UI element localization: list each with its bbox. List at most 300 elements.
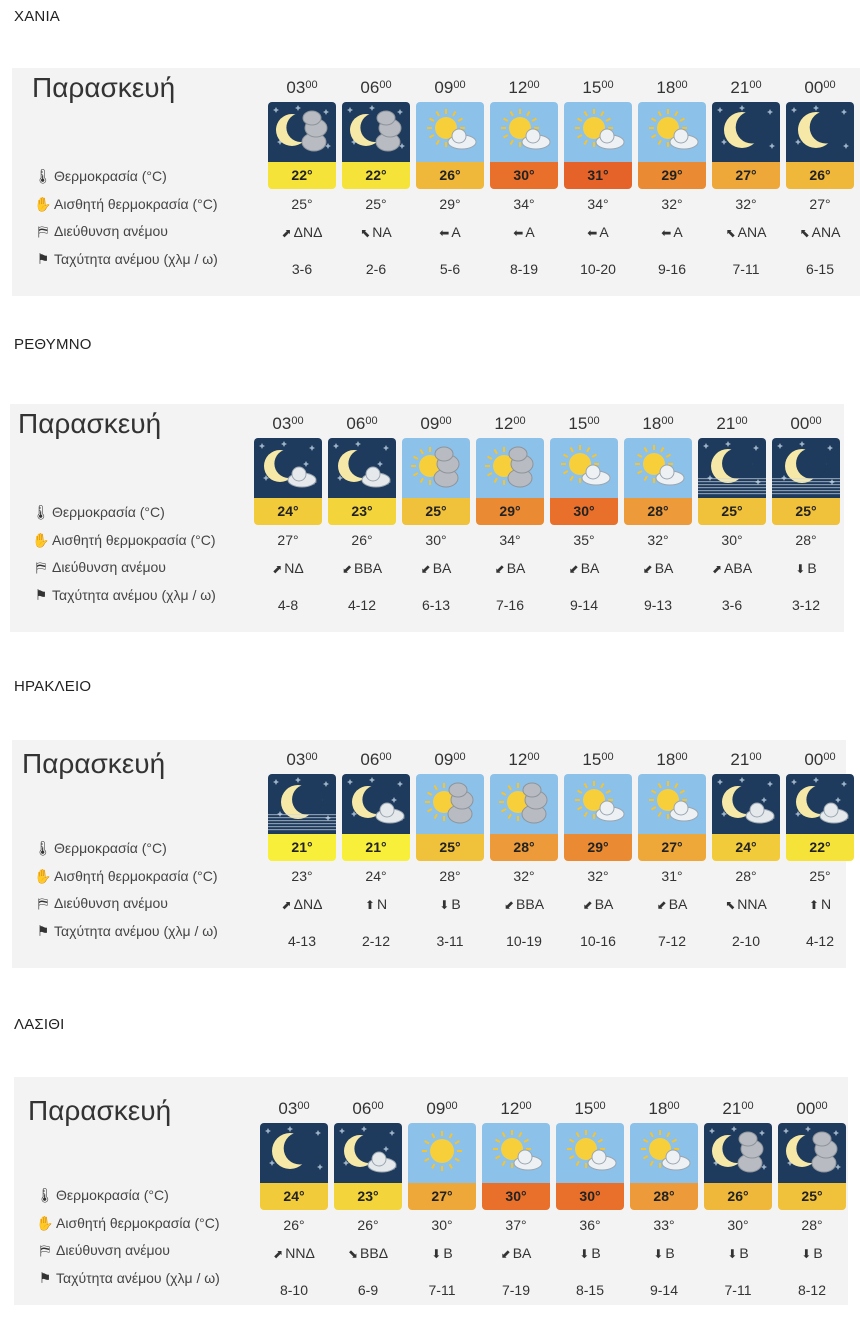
- temperature-value: 28°: [624, 498, 692, 525]
- hour-time: [475, 412, 545, 436]
- feels-like-value: 33°: [653, 1217, 675, 1233]
- wind-speed-value: 7-11: [724, 1282, 752, 1298]
- temperature-value: 31°: [564, 162, 632, 189]
- hour-column: [785, 748, 855, 955]
- day-name: Παρασκευή: [28, 1095, 172, 1126]
- row-label-text: Ταχύτητα ανέμου (χλμ / ω): [54, 923, 218, 939]
- hour-time: [415, 76, 485, 100]
- hour-value: 06: [346, 414, 366, 433]
- moon-icon: [786, 102, 854, 162]
- row-label-feels-like: [32, 196, 218, 213]
- region-title: ΡΕΘΥΜΝΟ: [14, 336, 92, 353]
- hour-column: [711, 748, 781, 955]
- wind-direction-text: ΒΒΑ: [516, 896, 545, 912]
- wind-arrow-icon: ⬈: [281, 898, 292, 912]
- wind-direction: [401, 554, 471, 582]
- hour-time: [267, 748, 337, 772]
- hour-time: [267, 76, 337, 100]
- row-label-text: Αισθητή θερμοκρασία (°C): [54, 868, 218, 884]
- hour-time: [401, 412, 471, 436]
- wind-direction: [333, 1239, 403, 1267]
- temperature-value: 29°: [564, 834, 632, 861]
- wind-speed-value: 8-12: [797, 1282, 827, 1298]
- wind-speed-value: 8-19: [509, 261, 539, 277]
- feels-like-value: 36°: [579, 1217, 601, 1233]
- minute-value: 00: [601, 79, 614, 91]
- hour-time: [549, 412, 619, 436]
- wind-direction-text: Ν: [820, 896, 832, 912]
- wind-direction-text: ΒΑ: [668, 896, 688, 912]
- row-label-text: Θερμοκρασία (°C): [52, 504, 165, 520]
- row-label-text: Θερμοκρασία (°C): [54, 168, 167, 184]
- hand-icon: ✋: [34, 196, 52, 212]
- wind-direction: [623, 554, 693, 582]
- row-label-text: Αισθητή θερμοκρασία (°C): [52, 532, 216, 548]
- hour-value: 00: [804, 78, 824, 97]
- wind-direction: [253, 554, 323, 582]
- minute-value: 00: [305, 751, 318, 763]
- wind-direction: [259, 1239, 329, 1267]
- temperature-value: 29°: [638, 162, 706, 189]
- row-label-temperature: [32, 840, 167, 857]
- hour-time: [703, 1097, 773, 1121]
- wind-direction: [415, 890, 485, 918]
- minute-value: 00: [297, 1100, 310, 1112]
- wind-arrow-icon: ⬉: [725, 898, 736, 912]
- wind-direction-text: ΝΔ: [284, 560, 304, 576]
- row-label-text: Διεύθυνση ανέμου: [56, 1242, 170, 1258]
- flag-icon: ⚑: [36, 251, 50, 267]
- wind-speed-value: 3-12: [791, 597, 821, 613]
- minute-value: 00: [601, 751, 614, 763]
- feels-like-value: 25°: [365, 196, 387, 212]
- feels-like-value: 32°: [661, 196, 683, 212]
- wind-arrow-icon: ⬇: [653, 1247, 664, 1261]
- temperature-value: 22°: [342, 162, 410, 189]
- row-label-wind-speed: [34, 1268, 274, 1288]
- wind-direction: [481, 1239, 551, 1267]
- wind-speed-value: 3-11: [436, 933, 464, 949]
- hour-value: 21: [716, 414, 736, 433]
- row-label-text: Θερμοκρασία (°C): [56, 1187, 169, 1203]
- moon-haze-icon: [772, 438, 840, 498]
- hour-column: [267, 748, 337, 955]
- hour-time: [563, 748, 633, 772]
- sun-cloudy-icon: [416, 774, 484, 834]
- wind-direction: [697, 554, 767, 582]
- row-label-wind-dir: [32, 895, 168, 912]
- minute-value: 00: [291, 415, 304, 427]
- wind-direction-text: Β: [739, 1245, 749, 1261]
- row-label-wind-speed: [32, 921, 272, 941]
- wind-direction-text: ΒΑ: [580, 560, 600, 576]
- feels-like-value: 28°: [439, 868, 461, 884]
- hour-value: 00: [796, 1099, 816, 1118]
- wind-direction: [341, 218, 411, 246]
- wind-direction: [629, 1239, 699, 1267]
- hour-column: [711, 76, 781, 283]
- wind-direction: [563, 218, 633, 246]
- minute-value: 00: [365, 415, 378, 427]
- wind-speed-value: 9-13: [643, 597, 673, 613]
- sun-cloud-icon: [564, 102, 632, 162]
- hour-column: [415, 748, 485, 955]
- temperature-value: 25°: [416, 834, 484, 861]
- feels-like-value: 26°: [283, 1217, 305, 1233]
- wind-direction-text: ΝΑ: [372, 224, 392, 240]
- temperature-value: 22°: [786, 834, 854, 861]
- hour-column: [401, 412, 471, 619]
- wind-arrow-icon: ⬋: [341, 562, 353, 576]
- row-label-wind-dir: [30, 559, 166, 576]
- row-label-wind-dir: [34, 1242, 170, 1259]
- hour-time: [415, 748, 485, 772]
- hour-time: [259, 1097, 329, 1121]
- hour-time: [555, 1097, 625, 1121]
- hour-time: [563, 76, 633, 100]
- wind-speed-value: 7-16: [495, 597, 525, 613]
- sun-cloudy-icon: [490, 774, 558, 834]
- day-name: Παρασκευή: [32, 72, 176, 103]
- wind-arrow-icon: ⬆: [808, 898, 819, 912]
- wind-direction: [711, 890, 781, 918]
- hour-column: [637, 76, 707, 283]
- hour-column: [341, 76, 411, 283]
- temperature-value: 26°: [704, 1183, 772, 1210]
- row-label-temperature: [34, 1187, 169, 1204]
- wind-arrow-icon: ⬇: [801, 1247, 812, 1261]
- wind-speed-value: 7-11: [732, 261, 760, 277]
- minute-value: 00: [379, 79, 392, 91]
- hour-time: [489, 76, 559, 100]
- feels-like-value: 28°: [795, 532, 817, 548]
- moon-cloud-icon: [342, 774, 410, 834]
- wind-direction: [415, 218, 485, 246]
- hour-time: [711, 76, 781, 100]
- feels-like-value: 23°: [291, 868, 313, 884]
- wind-direction: [341, 890, 411, 918]
- temperature-value: 22°: [268, 162, 336, 189]
- wind-direction: [475, 554, 545, 582]
- row-label-wind-speed: [32, 249, 272, 269]
- hand-icon: ✋: [34, 868, 52, 884]
- hour-time: [785, 748, 855, 772]
- wind-speed-value: 9-16: [657, 261, 687, 277]
- hour-value: 15: [574, 1099, 594, 1118]
- feels-like-value: 35°: [573, 532, 595, 548]
- row-label-text: Αισθητή θερμοκρασία (°C): [54, 196, 218, 212]
- hour-value: 15: [582, 78, 602, 97]
- wind-direction-text: Β: [665, 1245, 675, 1261]
- temperature-value: 28°: [630, 1183, 698, 1210]
- moon-cloud-icon: [328, 438, 396, 498]
- wind-direction: [555, 1239, 625, 1267]
- wind-direction-text: ΑΝΑ: [811, 224, 841, 240]
- moon-haze-icon: [698, 438, 766, 498]
- wind-speed-value: 3-6: [291, 261, 313, 277]
- minute-value: 00: [453, 751, 466, 763]
- thermometer-icon: 🌡: [34, 840, 52, 856]
- wind-speed-value: 2-12: [361, 933, 391, 949]
- temperature-value: 26°: [786, 162, 854, 189]
- feels-like-value: 25°: [809, 868, 831, 884]
- hour-value: 18: [656, 78, 676, 97]
- wind-speed-value: 2-10: [731, 933, 761, 949]
- sun-cloudy-icon: [476, 438, 544, 498]
- row-label-text: Διεύθυνση ανέμου: [52, 559, 166, 575]
- wind-direction-text: Β: [443, 1245, 453, 1261]
- feels-like-value: 27°: [277, 532, 299, 548]
- row-label-temperature: [32, 168, 167, 185]
- temperature-value: 26°: [416, 162, 484, 189]
- hour-time: [623, 412, 693, 436]
- hour-column: [253, 412, 323, 619]
- row-label-temperature: [30, 504, 165, 521]
- moon-cloudy-icon: [704, 1123, 772, 1183]
- windsock-icon: ⛿: [37, 223, 49, 239]
- temperature-value: 27°: [638, 834, 706, 861]
- wind-direction-text: Α: [451, 224, 461, 240]
- feels-like-value: 31°: [661, 868, 683, 884]
- minute-value: 00: [815, 1100, 828, 1112]
- wind-arrow-icon: ⬇: [795, 562, 806, 576]
- row-label-wind-dir: [32, 223, 168, 240]
- hour-column: [785, 76, 855, 283]
- wind-arrow-icon: ⬇: [439, 898, 450, 912]
- hour-time: [341, 748, 411, 772]
- hour-time: [637, 748, 707, 772]
- wind-direction-text: ΔΝΔ: [293, 896, 323, 912]
- sun-cloud-icon: [624, 438, 692, 498]
- wind-direction-text: Α: [525, 224, 535, 240]
- hour-column: [697, 412, 767, 619]
- wind-direction-text: ΒΑ: [432, 560, 452, 576]
- wind-direction-text: ΒΑ: [594, 896, 614, 912]
- wind-speed-value: 6-9: [357, 1282, 379, 1298]
- hour-time: [629, 1097, 699, 1121]
- region-title: ΛΑΣΙΘΙ: [14, 1016, 65, 1033]
- day-name: Παρασκευή: [18, 408, 162, 439]
- feels-like-value: 34°: [499, 532, 521, 548]
- wind-direction-text: Β: [807, 560, 817, 576]
- wind-direction-text: Ν: [376, 896, 388, 912]
- wind-direction: [489, 890, 559, 918]
- temperature-value: 30°: [490, 162, 558, 189]
- temperature-value: 24°: [254, 498, 322, 525]
- hour-time: [253, 412, 323, 436]
- hour-value: 09: [426, 1099, 446, 1118]
- hour-column: [267, 76, 337, 283]
- minute-value: 00: [445, 1100, 458, 1112]
- hour-column: [259, 1097, 329, 1304]
- feels-like-value: 28°: [801, 1217, 823, 1233]
- hour-value: 18: [648, 1099, 668, 1118]
- hour-value: 12: [508, 750, 528, 769]
- hand-icon: ✋: [36, 1215, 54, 1231]
- wind-speed-value: 6-13: [421, 597, 451, 613]
- feels-like-value: 32°: [647, 532, 669, 548]
- moon-icon: [712, 102, 780, 162]
- wind-speed-value: 6-15: [805, 261, 835, 277]
- hour-column: [407, 1097, 477, 1304]
- hour-column: [777, 1097, 847, 1304]
- region-title: ΗΡΑΚΛΕΙΟ: [14, 678, 92, 695]
- row-label-text: Ταχύτητα ανέμου (χλμ / ω): [56, 1270, 220, 1286]
- temperature-value: 28°: [490, 834, 558, 861]
- sun-cloud-icon: [490, 102, 558, 162]
- hour-value: 03: [278, 1099, 298, 1118]
- wind-direction-text: ΝΝΑ: [737, 896, 767, 912]
- wind-arrow-icon: ⬅: [661, 226, 672, 240]
- wind-direction: [703, 1239, 773, 1267]
- hour-value: 15: [568, 414, 588, 433]
- region-title: ΧΑΝΙΑ: [14, 8, 61, 25]
- minute-value: 00: [513, 415, 526, 427]
- wind-speed-value: 4-12: [347, 597, 377, 613]
- wind-arrow-icon: ⬋: [568, 562, 579, 576]
- hour-value: 09: [434, 750, 454, 769]
- minute-value: 00: [371, 1100, 384, 1112]
- hour-column: [623, 412, 693, 619]
- feels-like-value: 30°: [431, 1217, 453, 1233]
- wind-direction: [407, 1239, 477, 1267]
- temperature-value: 30°: [556, 1183, 624, 1210]
- temperature-value: 25°: [402, 498, 470, 525]
- minute-value: 00: [667, 1100, 680, 1112]
- thermometer-icon: 🌡: [36, 1187, 54, 1203]
- flag-icon: ⚑: [34, 587, 48, 603]
- row-label-text: Ταχύτητα ανέμου (χλμ / ω): [54, 251, 218, 267]
- sun-cloudy-icon: [402, 438, 470, 498]
- wind-speed-value: 10-16: [580, 933, 616, 949]
- sun-cloud-icon: [638, 102, 706, 162]
- minute-value: 00: [305, 79, 318, 91]
- wind-arrow-icon: ⬅: [439, 226, 450, 240]
- wind-direction: [563, 890, 633, 918]
- wind-arrow-icon: ⬈: [273, 1247, 284, 1261]
- hour-time: [711, 748, 781, 772]
- moon-cloud-icon: [712, 774, 780, 834]
- wind-arrow-icon: ⬈: [272, 562, 283, 576]
- wind-direction-text: ΑΝΑ: [737, 224, 767, 240]
- wind-direction: [637, 890, 707, 918]
- hour-time: [637, 76, 707, 100]
- feels-like-value: 30°: [721, 532, 743, 548]
- wind-arrow-icon: ⬈: [281, 226, 292, 240]
- moon-cloudy-icon: [342, 102, 410, 162]
- wind-speed-value: 2-6: [365, 261, 387, 277]
- minute-value: 00: [453, 79, 466, 91]
- wind-arrow-icon: ⬋: [420, 562, 431, 576]
- wind-direction: [637, 218, 707, 246]
- hour-time: [327, 412, 397, 436]
- row-label-text: Θερμοκρασία (°C): [54, 840, 167, 856]
- hour-time: [341, 76, 411, 100]
- feels-like-value: 32°: [513, 868, 535, 884]
- hour-column: [475, 412, 545, 619]
- forecast-panel: [12, 68, 860, 296]
- temperature-value: 25°: [778, 1183, 846, 1210]
- wind-direction: [549, 554, 619, 582]
- minute-value: 00: [527, 751, 540, 763]
- temperature-value: 23°: [328, 498, 396, 525]
- hour-column: [771, 412, 841, 619]
- wind-arrow-icon: ⬈: [711, 562, 723, 576]
- wind-arrow-icon: ⬋: [642, 562, 653, 576]
- hour-column: [341, 748, 411, 955]
- wind-direction-text: ΒΑ: [506, 560, 526, 576]
- hour-value: 18: [642, 414, 662, 433]
- feels-like-value: 26°: [357, 1217, 379, 1233]
- wind-speed-value: 7-12: [657, 933, 687, 949]
- hour-value: 12: [494, 414, 514, 433]
- hour-value: 18: [656, 750, 676, 769]
- minute-value: 00: [379, 751, 392, 763]
- hour-column: [703, 1097, 773, 1304]
- hour-column: [327, 412, 397, 619]
- hour-value: 15: [582, 750, 602, 769]
- hour-time: [777, 1097, 847, 1121]
- thermometer-icon: 🌡: [32, 504, 50, 520]
- wind-direction: [777, 1239, 847, 1267]
- hour-time: [771, 412, 841, 436]
- hour-time: [489, 748, 559, 772]
- wind-direction-text: ΒΑ: [512, 1245, 532, 1261]
- forecast-panel: [12, 740, 846, 968]
- hour-value: 09: [434, 78, 454, 97]
- hour-value: 03: [272, 414, 292, 433]
- sun-cloud-icon: [416, 102, 484, 162]
- wind-speed-value: 7-19: [501, 1282, 531, 1298]
- row-label-text: Αισθητή θερμοκρασία (°C): [56, 1215, 220, 1231]
- row-label-feels-like: [34, 1215, 220, 1232]
- hour-time: [697, 412, 767, 436]
- hour-time: [785, 76, 855, 100]
- wind-direction-text: Β: [813, 1245, 823, 1261]
- hour-time: [407, 1097, 477, 1121]
- row-label-feels-like: [32, 868, 218, 885]
- minute-value: 00: [593, 1100, 606, 1112]
- windsock-icon: ⛿: [37, 895, 49, 911]
- wind-arrow-icon: ⬅: [513, 226, 524, 240]
- wind-speed-value: 4-8: [277, 597, 299, 613]
- flag-icon: ⚑: [38, 1270, 52, 1286]
- hour-value: 03: [286, 78, 306, 97]
- feels-like-value: 28°: [735, 868, 757, 884]
- wind-arrow-icon: ⬇: [431, 1247, 442, 1261]
- wind-speed-value: 8-15: [575, 1282, 605, 1298]
- wind-arrow-icon: ⬉: [799, 226, 810, 240]
- temperature-value: 21°: [342, 834, 410, 861]
- flag-icon: ⚑: [36, 923, 50, 939]
- wind-speed-value: 7-11: [428, 1282, 456, 1298]
- wind-direction-text: Β: [591, 1245, 601, 1261]
- wind-arrow-icon: ⬅: [587, 226, 598, 240]
- feels-like-value: 30°: [727, 1217, 749, 1233]
- wind-speed-value: 8-10: [279, 1282, 309, 1298]
- hour-value: 00: [804, 750, 824, 769]
- temperature-value: 27°: [408, 1183, 476, 1210]
- hour-column: [481, 1097, 551, 1304]
- hour-value: 21: [730, 78, 750, 97]
- hour-column: [415, 76, 485, 283]
- hour-column: [549, 412, 619, 619]
- minute-value: 00: [823, 79, 836, 91]
- moon-icon: [260, 1123, 328, 1183]
- feels-like-value: 34°: [513, 196, 535, 212]
- row-label-feels-like: [30, 532, 216, 549]
- temperature-value: 30°: [550, 498, 618, 525]
